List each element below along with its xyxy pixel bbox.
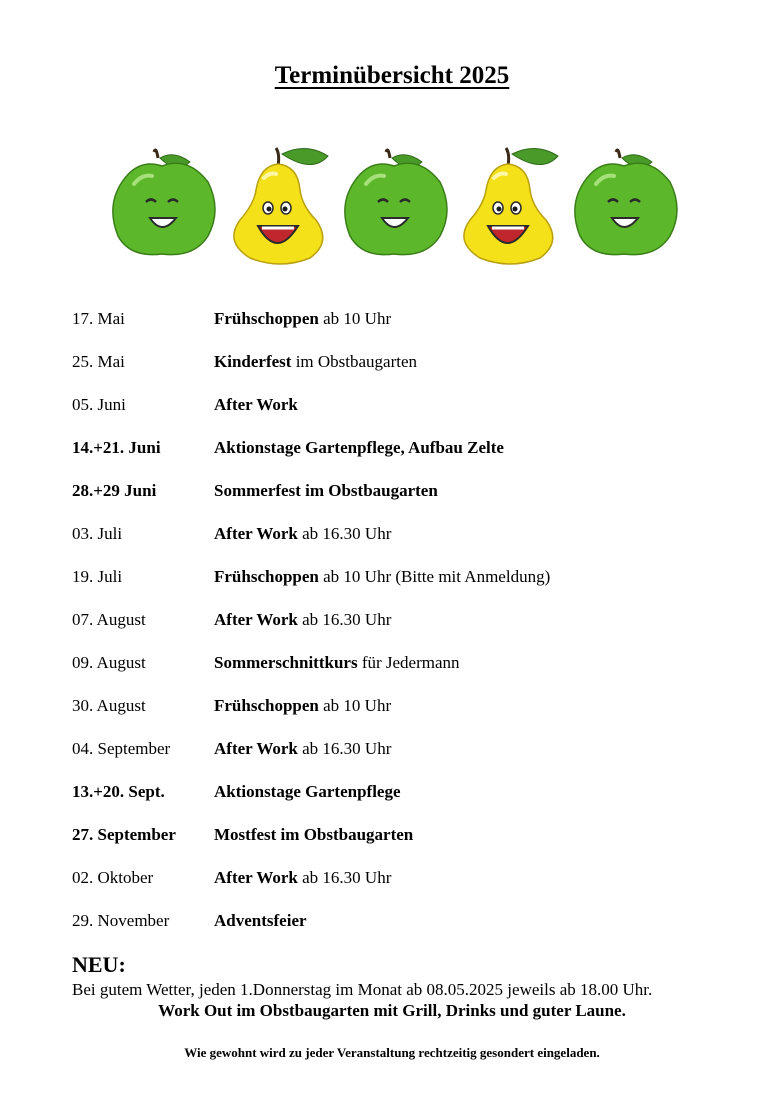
neu-highlight: Work Out im Obstbaugarten mit Grill, Drinks und guter Laune. xyxy=(158,1001,626,1020)
event-title: Sommerfest im Obstbaugarten xyxy=(214,481,438,500)
event-row xyxy=(72,736,752,779)
event-date: 19. Juli xyxy=(72,567,123,586)
event-details: ab 10 Uhr (Bitte mit Anmeldung) xyxy=(318,567,551,586)
event-description xyxy=(214,521,391,547)
event-row xyxy=(72,392,752,435)
event-details: ab 16.30 Uhr xyxy=(297,739,392,758)
event-description xyxy=(214,693,391,719)
event-row xyxy=(72,521,752,564)
apple-icon xyxy=(113,150,215,255)
event-date: 25. Mai xyxy=(72,352,125,371)
apple-icon xyxy=(575,150,677,255)
event-title: Aktionstage Gartenpflege xyxy=(214,782,401,801)
event-description xyxy=(214,865,391,891)
event-description xyxy=(214,478,438,504)
event-description xyxy=(214,779,401,805)
event-date: 04. September xyxy=(72,739,171,758)
event-details: für Jedermann xyxy=(357,653,460,672)
event-details: ab 10 Uhr xyxy=(318,309,392,328)
event-description xyxy=(214,736,391,762)
event-title: Frühschoppen xyxy=(214,567,319,586)
event-date: 29. November xyxy=(72,911,170,930)
event-row xyxy=(72,650,752,693)
event-date: 30. August xyxy=(72,696,146,715)
event-row xyxy=(72,349,752,392)
event-title: After Work xyxy=(214,395,298,414)
event-details: ab 16.30 Uhr xyxy=(297,610,392,629)
event-details: ab 10 Uhr xyxy=(318,696,392,715)
event-details: ab 16.30 Uhr xyxy=(297,524,392,543)
event-title: Frühschoppen xyxy=(214,696,319,715)
event-title: After Work xyxy=(214,524,298,543)
event-date: 27. September xyxy=(72,825,176,844)
footer-note: Wie gewohnt wird zu jeder Veranstaltung rechtzeitig gesondert eingeladen. xyxy=(184,1045,600,1060)
event-title: After Work xyxy=(214,739,298,758)
event-date: 09. August xyxy=(72,653,146,672)
event-title: Frühschoppen xyxy=(214,309,319,328)
event-date: 14.+21. Juni xyxy=(72,438,161,457)
event-description xyxy=(214,306,391,332)
event-row xyxy=(72,478,752,521)
event-description xyxy=(214,822,413,848)
event-title: Mostfest im Obstbaugarten xyxy=(214,825,414,844)
neu-heading: NEU: xyxy=(72,952,126,977)
event-list xyxy=(72,306,752,951)
pear-icon xyxy=(234,148,328,264)
event-description xyxy=(214,564,550,590)
event-description xyxy=(214,392,298,418)
event-row xyxy=(72,865,752,908)
event-row xyxy=(72,779,752,822)
neu-description: Bei gutem Wetter, jeden 1.Donnerstag im Monat ab 08.05.2025 jeweils ab 18.00 Uhr. xyxy=(72,980,653,999)
event-title: Aktionstage Gartenpflege, Aufbau Zelte xyxy=(214,438,504,457)
event-title: Adventsfeier xyxy=(214,911,307,930)
event-row xyxy=(72,435,752,478)
event-row xyxy=(72,564,752,607)
event-description xyxy=(214,908,307,934)
event-description xyxy=(214,349,417,375)
event-row xyxy=(72,908,752,951)
apple-icon xyxy=(345,150,447,255)
event-details: ab 16.30 Uhr xyxy=(297,868,392,887)
event-title: After Work xyxy=(214,610,298,629)
event-date: 05. Juni xyxy=(72,395,126,414)
event-title: After Work xyxy=(214,868,298,887)
event-description xyxy=(214,435,504,461)
event-title: Sommerschnittkurs xyxy=(214,653,358,672)
page-title: Terminübersicht 2025 xyxy=(274,62,510,89)
event-title: Kinderfest xyxy=(214,352,292,371)
event-date: 07. August xyxy=(72,610,146,629)
event-details: im Obstbaugarten xyxy=(291,352,418,371)
event-description xyxy=(214,650,460,676)
event-date: 02. Oktober xyxy=(72,868,154,887)
event-description xyxy=(214,607,391,633)
event-date: 17. Mai xyxy=(72,309,125,328)
event-row xyxy=(72,822,752,865)
event-date: 28.+29 Juni xyxy=(72,481,157,500)
event-row xyxy=(72,693,752,736)
pear-icon xyxy=(464,148,558,264)
fruit-illustration xyxy=(108,140,680,268)
event-row xyxy=(72,306,752,349)
event-date: 13.+20. Sept. xyxy=(72,782,165,801)
event-row xyxy=(72,607,752,650)
event-date: 03. Juli xyxy=(72,524,123,543)
